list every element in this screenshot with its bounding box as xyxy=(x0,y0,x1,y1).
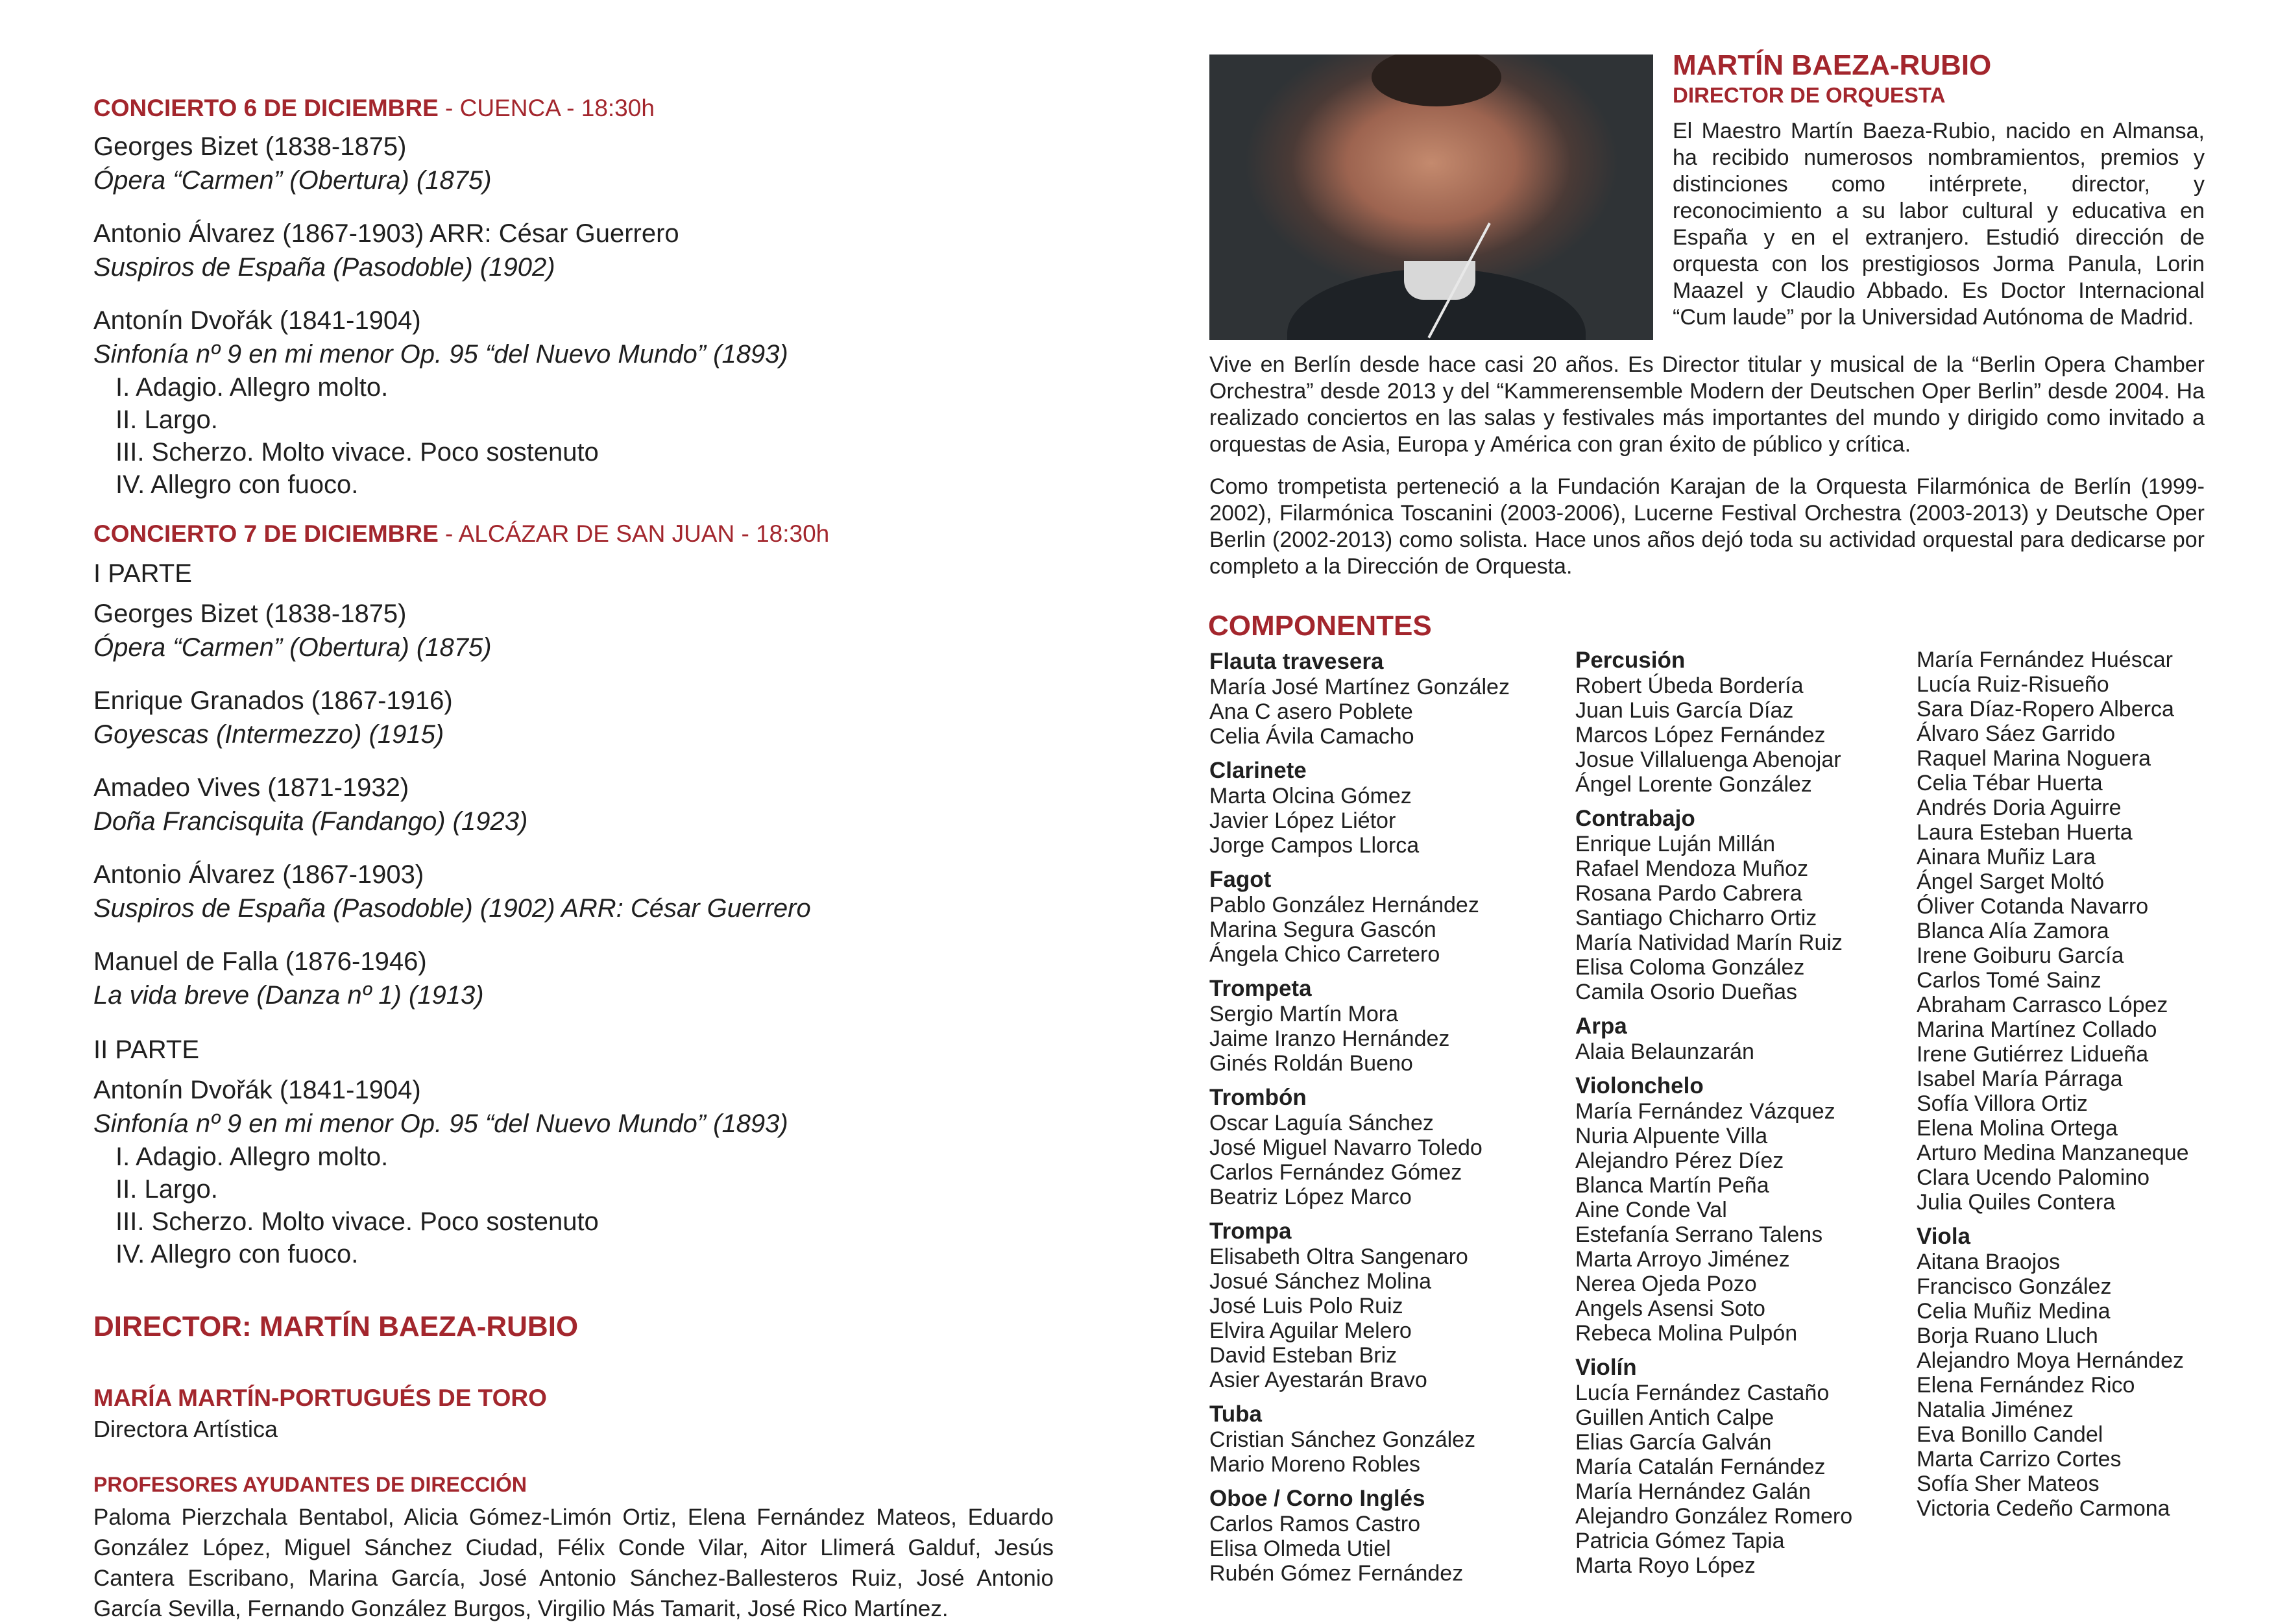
member-name: Julia Quiles Contera xyxy=(1917,1190,2116,1215)
member-name: José Miguel Navarro Toledo xyxy=(1209,1135,1483,1160)
concert-2-part-2 xyxy=(93,1073,1054,1270)
composer: Georges Bizet (1838-1875) xyxy=(93,132,407,161)
concert-2-heading xyxy=(93,520,1054,548)
member-name: Isabel María Párraga xyxy=(1917,1067,2123,1091)
member-name: Elvira Aguilar Melero xyxy=(1209,1318,1412,1343)
member-name: Rubén Gómez Fernández xyxy=(1209,1561,1464,1586)
instrument-section xyxy=(1575,648,1913,797)
instrument-section xyxy=(1209,649,1547,749)
composer: Antonín Dvořák (1841-1904) xyxy=(93,306,421,335)
member-name: Marta Carrizo Cortes xyxy=(1917,1447,2122,1472)
program-piece xyxy=(93,597,1054,664)
part-2-label: II PARTE xyxy=(93,1036,200,1064)
member-name: Blanca Martín Peña xyxy=(1575,1173,1769,1198)
member-name: Alejandro Pérez Díez xyxy=(1575,1148,1784,1173)
composer: Antonio Álvarez (1867-1903) xyxy=(93,860,424,889)
member-name: Rebeca Molina Pulpón xyxy=(1575,1321,1798,1346)
work-title: Suspiros de España (Pasodoble) (1902) ARR: César Guerrero xyxy=(93,894,811,923)
work-title: La vida breve (Danza nº 1) (1913) xyxy=(93,981,484,1010)
member-name: Marcos López Fernández xyxy=(1575,723,1826,747)
instrument-section xyxy=(1917,648,2241,1215)
work-title: Suspiros de España (Pasodoble) (1902) xyxy=(93,253,555,282)
left-page xyxy=(93,95,1054,1624)
assistants-list: Paloma Pierzchala Bentabol, Alicia Gómez-Limón Ortiz, Elena Fernández Mateos, Eduardo González López, Miguel Sánchez Ciudad, Félix Conde Vilar, Aitor Llimerá Galduf, Jesús Cantera Escribano, Marina García, José Antonio Sánchez-Ballesteros Ruiz, José Antonio García Sevilla, Fernando González Burgos, Virgilio Más Tamarit, José Rico Martínez. xyxy=(93,1505,1054,1621)
member-name: Nuria Alpuente Villa xyxy=(1575,1124,1768,1148)
program-piece xyxy=(93,684,1054,751)
member-name: Rafael Mendoza Muñoz xyxy=(1575,856,1809,881)
member-name: Celia Muñiz Medina xyxy=(1917,1299,2111,1324)
member-name: Eva Bonillo Candel xyxy=(1917,1422,2103,1447)
bio-paragraph-1: El Maestro Martín Baeza-Rubio, nacido en Almansa, ha recibido numerosos nombramientos, premios y distinciones como intérprete, director, y reconocimiento a su labor cultural y educativa en España y en el extranjero. Estudió dirección de orquesta con los prestigiosos Jorma Panula, Lorin Maazel y Claudio Abbado. Es Doctor Internacional “Cum laude” por la Universidad Autónoma de Madrid. xyxy=(1673,119,2205,330)
instrument-title: Viola xyxy=(1917,1224,1971,1249)
member-name: Abraham Carrasco López xyxy=(1917,993,2168,1017)
member-name: María Catalán Fernández xyxy=(1575,1455,1826,1479)
instrument-title: Oboe / Corno Inglés xyxy=(1209,1486,1425,1511)
member-name: Enrique Luján Millán xyxy=(1575,832,1776,856)
member-name: Angels Asensi Soto xyxy=(1575,1296,1765,1321)
instrument-title: Clarinete xyxy=(1209,758,1307,783)
member-name: Natalia Jiménez xyxy=(1917,1398,2074,1422)
bio-role: DIRECTOR DE ORQUESTA xyxy=(1673,83,1946,107)
member-name: Lucía Ruiz-Risueño xyxy=(1917,672,2109,697)
instrument-title: Arpa xyxy=(1575,1013,1627,1039)
instrument-title: Trombón xyxy=(1209,1085,1307,1110)
instrument-section xyxy=(1209,1218,1547,1392)
work-title: Sinfonía nº 9 en mi menor Op. 95 “del Nuevo Mundo” (1893) xyxy=(93,1109,788,1138)
assistants-heading: PROFESORES AYUDANTES DE DIRECCIÓN xyxy=(93,1473,527,1496)
director-photo xyxy=(1209,55,1653,340)
movement: III. Scherzo. Molto vivace. Poco sostenuto xyxy=(115,438,599,467)
member-name: Marta Arroyo Jiménez xyxy=(1575,1247,1790,1272)
member-name: Irene Goiburu García xyxy=(1917,943,2124,968)
member-name: Carlos Ramos Castro xyxy=(1209,1512,1420,1536)
program-piece xyxy=(93,130,1054,197)
instrument-title: Tuba xyxy=(1209,1401,1263,1427)
instrument-section xyxy=(1209,976,1547,1076)
member-name: Marina Segura Gascón xyxy=(1209,917,1436,942)
composer: Manuel de Falla (1876-1946) xyxy=(93,947,427,976)
artistic-director-name: MARÍA MARTÍN-PORTUGUÉS DE TORO xyxy=(93,1385,547,1411)
member-name: Celia Ávila Camacho xyxy=(1209,724,1414,749)
instrument-section xyxy=(1209,867,1547,967)
member-name: Nerea Ojeda Pozo xyxy=(1575,1272,1757,1296)
member-name: Alejandro Moya Hernández xyxy=(1917,1348,2185,1373)
member-name: Clara Ucendo Palomino xyxy=(1917,1165,2150,1190)
member-name: Elena Molina Ortega xyxy=(1917,1116,2118,1141)
member-name: Elias García Galván xyxy=(1575,1430,1772,1455)
instrument-title: Violín xyxy=(1575,1355,1637,1380)
program-piece xyxy=(93,771,1054,838)
components-column-3 xyxy=(1917,648,2241,1530)
movement: II. Largo. xyxy=(115,406,218,434)
movement: IV. Allegro con fuoco. xyxy=(115,470,359,499)
instrument-section xyxy=(1209,1401,1547,1477)
instrument-title: Flauta travesera xyxy=(1209,649,1384,674)
member-name: Juan Luis García Díaz xyxy=(1575,698,1794,723)
instrument-section xyxy=(1575,1073,1913,1346)
member-name: Jorge Campos Llorca xyxy=(1209,833,1420,858)
member-name: Asier Ayestarán Bravo xyxy=(1209,1368,1427,1392)
member-name: Marta Royo López xyxy=(1575,1553,1756,1578)
member-name: Elisabeth Oltra Sangenaro xyxy=(1209,1244,1468,1269)
member-name: Blanca Alía Zamora xyxy=(1917,919,2109,943)
work-title: Goyescas (Intermezzo) (1915) xyxy=(93,720,444,749)
member-name: Elena Fernández Rico xyxy=(1917,1373,2135,1398)
concert-2-part-1 xyxy=(93,597,1054,1012)
member-name: Victoria Cedeño Carmona xyxy=(1917,1496,2170,1521)
member-name: Josué Sánchez Molina xyxy=(1209,1269,1432,1294)
member-name: Carlos Fernández Gómez xyxy=(1209,1160,1462,1185)
member-name: Robert Úbeda Bordería xyxy=(1575,673,1804,698)
member-name: Ángela Chico Carretero xyxy=(1209,942,1440,967)
movement: IV. Allegro con fuoco. xyxy=(115,1240,359,1268)
member-name: Jaime Iranzo Hernández xyxy=(1209,1026,1450,1051)
member-name: Josue Villaluenga Abenojar xyxy=(1575,747,1841,772)
work-title: Ópera “Carmen” (Obertura) (1875) xyxy=(93,166,492,195)
member-name: Cristian Sánchez González xyxy=(1209,1427,1476,1452)
part-1-label: I PARTE xyxy=(93,559,192,588)
member-name: Mario Moreno Robles xyxy=(1209,1452,1421,1477)
bio-paragraph-3: Como trompetista perteneció a la Fundación Karajan de la Orquesta Filarmónica de Berlín (1999-2002), Filarmónica Toscanini (2003-2006), Lucerne Festival Orchestra (2003-2013) y Deutsche Oper Berlin (2002-2013) como solista. Hace unos años dejó toda su actividad orquestal para dedicarse por completo a la Dirección de Orquesta. xyxy=(1209,474,2205,579)
member-name: Elisa Coloma González xyxy=(1575,955,1805,980)
concert-2-detail: - ALCÁZAR DE SAN JUAN - 18:30h xyxy=(438,520,830,547)
member-name: Álvaro Sáez Garrido xyxy=(1917,721,2116,746)
member-name: Marta Olcina Gómez xyxy=(1209,784,1412,808)
member-name: Carlos Tomé Sainz xyxy=(1917,968,2101,993)
bio-name: MARTÍN BAEZA-RUBIO xyxy=(1673,49,1992,81)
member-name: Óliver Cotanda Navarro xyxy=(1917,894,2149,919)
instrument-section xyxy=(1575,1355,1913,1578)
member-name: Beatriz López Marco xyxy=(1209,1185,1412,1209)
member-name: Ángel Lorente González xyxy=(1575,772,1812,797)
member-name: Javier López Liétor xyxy=(1209,808,1396,833)
program-piece xyxy=(93,1073,1054,1270)
member-name: Arturo Medina Manzaneque xyxy=(1917,1141,2189,1165)
instrument-title: Trompa xyxy=(1209,1218,1292,1244)
concert-1-title: CONCIERTO 6 DE DICIEMBRE xyxy=(93,95,439,121)
instrument-section xyxy=(1917,1224,2241,1521)
member-name: Ana C asero Poblete xyxy=(1209,699,1413,724)
member-name: Aitana Braojos xyxy=(1917,1250,2061,1274)
instrument-section xyxy=(1575,1013,1913,1064)
components-column-1 xyxy=(1209,649,1547,1595)
member-name: María Natividad Marín Ruiz xyxy=(1575,930,1843,955)
instrument-section xyxy=(1209,1085,1547,1209)
movement: I. Adagio. Allegro molto. xyxy=(115,373,389,402)
composer: Antonio Álvarez (1867-1903) ARR: César Guerrero xyxy=(93,219,679,248)
instrument-section xyxy=(1209,1486,1547,1586)
member-name: Ainara Muñiz Lara xyxy=(1917,845,2096,869)
bio-paragraph-2: Vive en Berlín desde hace casi 20 años. Es Director titular y musical de la “Berlin Opera Chamber Orchestra” desde 2013 y del “Kammerensemble Modern der Deutschen Oper Berlin” desde 2004. Ha realizado conciertos en las salas y festivales más importantes del mundo y dirigido como invitado a orquestas de Asia, Europa y América con gran éxito de público y crítica. xyxy=(1209,352,2205,457)
work-title: Ópera “Carmen” (Obertura) (1875) xyxy=(93,633,492,662)
concert-2-title: CONCIERTO 7 DE DICIEMBRE xyxy=(93,520,439,547)
member-name: Sara Díaz-Ropero Alberca xyxy=(1917,697,2174,721)
instrument-title: Fagot xyxy=(1209,867,1272,892)
instrument-title: Violonchelo xyxy=(1575,1073,1704,1098)
member-name: Celia Tébar Huerta xyxy=(1917,771,2103,795)
artistic-director-role: Directora Artística xyxy=(93,1416,278,1442)
member-name: Francisco González xyxy=(1917,1274,2112,1299)
instrument-title: Contrabajo xyxy=(1575,806,1695,831)
member-name: David Esteban Briz xyxy=(1209,1343,1398,1368)
member-name: María José Martínez González xyxy=(1209,675,1510,699)
program-piece xyxy=(93,945,1054,1012)
member-name: Lucía Fernández Castaño xyxy=(1575,1381,1830,1405)
member-name: Patricia Gómez Tapia xyxy=(1575,1529,1785,1553)
concert-1-program xyxy=(93,130,1054,501)
member-name: Rosana Pardo Cabrera xyxy=(1575,881,1802,906)
concert-1-heading xyxy=(93,95,1054,122)
instrument-title: Percusión xyxy=(1575,648,1686,673)
movement: I. Adagio. Allegro molto. xyxy=(115,1143,389,1171)
member-name: Aine Conde Val xyxy=(1575,1198,1727,1222)
bio-body xyxy=(1209,352,2205,596)
member-name: María Hernández Galán xyxy=(1575,1479,1811,1504)
member-name: Elisa Olmeda Utiel xyxy=(1209,1536,1391,1561)
member-name: Sergio Martín Mora xyxy=(1209,1002,1398,1026)
member-name: Oscar Laguía Sánchez xyxy=(1209,1111,1434,1135)
member-name: Borja Ruano Lluch xyxy=(1917,1324,2098,1348)
director-heading: DIRECTOR: MARTÍN BAEZA-RUBIO xyxy=(93,1311,579,1342)
composer: Enrique Granados (1867-1916) xyxy=(93,686,453,715)
member-name: Alejandro González Romero xyxy=(1575,1504,1853,1529)
member-name: José Luis Polo Ruiz xyxy=(1209,1294,1403,1318)
member-name: Santiago Chicharro Ortiz xyxy=(1575,906,1817,930)
components-heading: COMPONENTES xyxy=(1208,610,1432,642)
program-piece xyxy=(93,304,1054,501)
member-name: Raquel Marina Noguera xyxy=(1917,746,2151,771)
member-name: Marina Martínez Collado xyxy=(1917,1017,2157,1042)
member-name: Laura Esteban Huerta xyxy=(1917,820,2133,845)
member-name: Ángel Sarget Moltó xyxy=(1917,869,2105,894)
work-title: Doña Francisquita (Fandango) (1923) xyxy=(93,807,528,836)
composer: Antonín Dvořák (1841-1904) xyxy=(93,1076,421,1104)
member-name: María Fernández Vázquez xyxy=(1575,1099,1835,1124)
movement: III. Scherzo. Molto vivace. Poco sostenuto xyxy=(115,1207,599,1236)
components-column-2 xyxy=(1575,648,1913,1587)
member-name: María Fernández Huéscar xyxy=(1917,648,2173,672)
member-name: Ginés Roldán Bueno xyxy=(1209,1051,1413,1076)
member-name: Irene Gutiérrez Lidueña xyxy=(1917,1042,2149,1067)
member-name: Sofía Sher Mateos xyxy=(1917,1472,2100,1496)
member-name: Guillen Antich Calpe xyxy=(1575,1405,1774,1430)
member-name: Estefanía Serrano Talens xyxy=(1575,1222,1823,1247)
member-name: Andrés Doria Aguirre xyxy=(1917,795,2122,820)
member-name: Pablo González Hernández xyxy=(1209,893,1479,917)
program-piece xyxy=(93,217,1054,284)
program-piece xyxy=(93,858,1054,925)
member-name: Sofía Villora Ortiz xyxy=(1917,1091,2088,1116)
composer: Georges Bizet (1838-1875) xyxy=(93,600,407,628)
instrument-section xyxy=(1575,806,1913,1004)
instrument-title: Trompeta xyxy=(1209,976,1312,1001)
work-title: Sinfonía nº 9 en mi menor Op. 95 “del Nuevo Mundo” (1893) xyxy=(93,340,788,369)
bio-header xyxy=(1673,49,2205,331)
movement: II. Largo. xyxy=(115,1175,218,1204)
member-name: Alaia Belaunzarán xyxy=(1575,1039,1754,1064)
composer: Amadeo Vives (1871-1932) xyxy=(93,773,409,802)
member-name: Camila Osorio Dueñas xyxy=(1575,980,1798,1004)
concert-1-detail: - CUENCA - 18:30h xyxy=(438,95,655,121)
instrument-section xyxy=(1209,758,1547,858)
